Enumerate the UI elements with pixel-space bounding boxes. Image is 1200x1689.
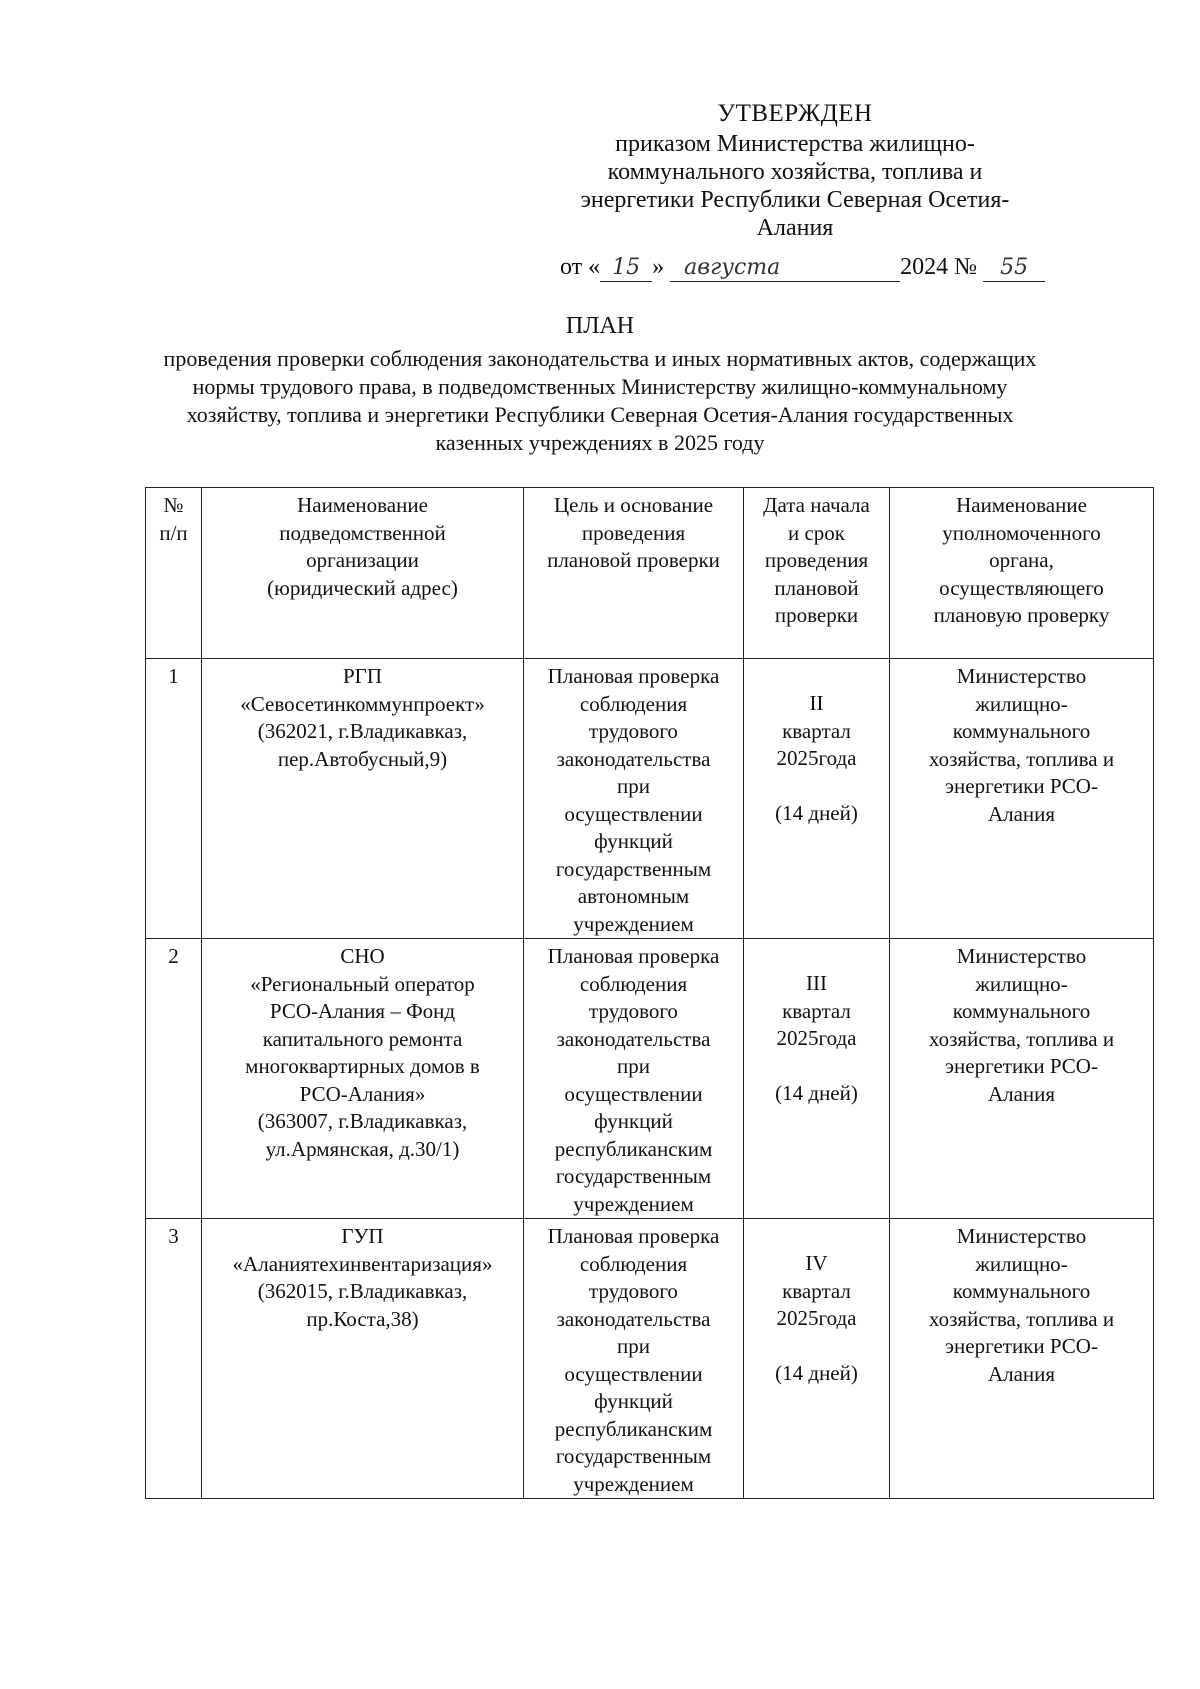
authority-line: жилищно- [975, 971, 1068, 996]
header-line: проведения [581, 520, 686, 545]
row-number: 3 [146, 1219, 202, 1499]
date-spacer [748, 943, 885, 970]
inspection-plan-table [145, 487, 1154, 1499]
table-header-row [146, 488, 1154, 659]
date-year: 2025года [776, 1026, 857, 1050]
authority-line: хозяйства, топлива и [928, 746, 1115, 771]
purpose-line: трудового [589, 1279, 678, 1303]
header-line: организации [306, 548, 419, 572]
date-quarter: III [806, 971, 827, 995]
organization-line: «Аланиятехинвентаризация» [232, 1251, 493, 1276]
date-spacer [748, 1053, 885, 1080]
header-line: плановой [774, 575, 859, 600]
organization-line: (362015, г.Владикавказ, [257, 1279, 468, 1303]
authority-line: энергетики РСО- [945, 1054, 1098, 1078]
order-month-handwritten: августа [670, 255, 900, 282]
header-line: Наименование [956, 493, 1087, 517]
authority-line: хозяйства, топлива и [928, 1306, 1115, 1331]
organization-cell [202, 1219, 524, 1499]
purpose-line: государственным [555, 1444, 712, 1468]
authority-line: коммунального [952, 999, 1091, 1023]
plan-subtitle [130, 345, 1070, 457]
organization-line: многоквартирных домов в [245, 1054, 480, 1078]
date-period: квартал [782, 998, 851, 1023]
header-line: проверки [774, 603, 859, 627]
purpose-line: Плановая проверка [547, 664, 720, 688]
authority-line: коммунального [952, 719, 1091, 743]
order-day-handwritten: 15 [600, 255, 652, 282]
authority-line: Министерство [956, 664, 1087, 688]
date-spacer [748, 663, 885, 690]
header-line: п/п [159, 520, 188, 545]
purpose-line: функций [594, 1109, 673, 1133]
date-spacer [748, 773, 885, 800]
organization-line: ГУП [341, 1224, 384, 1248]
date-period: квартал [782, 1278, 851, 1303]
purpose-line: республиканским [554, 1136, 713, 1161]
organization-line: пер.Автобусный,9) [277, 746, 448, 771]
purpose-line: осуществлении [564, 801, 703, 826]
plan-subtitle-line: казенных учреждениях в 2025 году [435, 430, 765, 455]
purpose-cell [524, 939, 744, 1219]
authority-line: Министерство [956, 944, 1087, 968]
date-spacer [748, 1333, 885, 1360]
purpose-line: учреждением [573, 1471, 694, 1496]
purpose-line: законодательства [556, 1026, 711, 1051]
authority-cell [890, 1219, 1154, 1499]
header-line: Наименование [297, 493, 428, 517]
order-year: 2024 № [900, 254, 978, 280]
header-line: Дата начала [763, 493, 870, 517]
purpose-line: Плановая проверка [547, 944, 720, 968]
table-row [146, 1219, 1154, 1499]
date-cell [744, 659, 890, 939]
authority-line: хозяйства, топлива и [928, 1026, 1115, 1051]
purpose-cell [524, 659, 744, 939]
header-line: осуществляющего [939, 575, 1104, 600]
date-cell [744, 939, 890, 1219]
approval-title: УТВЕРЖДЕН [717, 100, 873, 127]
purpose-line: учреждением [573, 1191, 694, 1216]
date-period: квартал [782, 718, 851, 743]
purpose-line: трудового [589, 999, 678, 1023]
header-purpose [524, 488, 744, 659]
purpose-line: законодательства [556, 1306, 711, 1331]
header-line: (юридический адрес) [267, 575, 458, 600]
purpose-line: осуществлении [564, 1361, 703, 1386]
organization-cell [202, 939, 524, 1219]
approval-line: коммунального хозяйства, топлива и [607, 159, 983, 185]
header-date [744, 488, 890, 659]
organization-cell [202, 659, 524, 939]
organization-line: (363007, г.Владикавказ, [257, 1109, 468, 1133]
organization-line: «Региональный оператор [250, 971, 475, 996]
organization-line: капитального ремонта [262, 1026, 463, 1051]
row-number: 1 [146, 659, 202, 939]
order-date-number [560, 252, 1040, 282]
order-number-handwritten: 55 [983, 255, 1045, 282]
header-organization [202, 488, 524, 659]
table-row [146, 659, 1154, 939]
authority-line: Алания [987, 1081, 1056, 1106]
purpose-cell [524, 1219, 744, 1499]
plan-title: ПЛАН [565, 313, 635, 339]
purpose-line: законодательства [556, 746, 711, 771]
date-quarter: II [809, 691, 824, 715]
organization-line: (362021, г.Владикавказ, [257, 719, 468, 743]
purpose-line: автономным [577, 884, 690, 908]
header-line: плановой проверки [547, 548, 720, 572]
header-line: Цель и основание [553, 493, 714, 517]
header-line: проведения [764, 548, 869, 572]
date-duration: (14 дней) [775, 1080, 858, 1105]
date-year: 2025года [776, 1306, 857, 1330]
table-body [146, 659, 1154, 1499]
date-cell [744, 1219, 890, 1499]
authority-line: энергетики РСО- [945, 774, 1098, 798]
purpose-line: государственным [555, 856, 712, 881]
authority-line: коммунального [952, 1279, 1091, 1303]
date-spacer [748, 1223, 885, 1250]
authority-line: Министерство [956, 1224, 1087, 1248]
header-line: плановую проверку [933, 603, 1110, 627]
authority-line: энергетики РСО- [945, 1334, 1098, 1358]
date-quarter: IV [805, 1251, 828, 1275]
row-number: 2 [146, 939, 202, 1219]
header-line: органа, [989, 548, 1054, 572]
organization-line: РСО-Алания – Фонд [269, 999, 456, 1023]
plan-subtitle-line: хозяйству, топлива и энергетики Республики Северная Осетия-Алания государственных [186, 402, 1014, 427]
header-line: и срок [787, 520, 845, 545]
approval-line: энергетики Республики Северная Осетия- [580, 187, 1010, 213]
organization-line: ул.Армянская, д.30/1) [265, 1136, 460, 1161]
header-line: уполномоченного [942, 520, 1101, 545]
header-authority [890, 488, 1154, 659]
purpose-line: учреждением [573, 911, 694, 936]
purpose-line: функций [594, 1389, 673, 1413]
organization-line: РГП [343, 664, 382, 688]
authority-cell [890, 939, 1154, 1219]
date-duration: (14 дней) [775, 1360, 858, 1385]
organization-line: РСО-Алания» [299, 1081, 426, 1106]
purpose-line: трудового [589, 719, 678, 743]
header-number [146, 488, 202, 659]
purpose-line: соблюдения [579, 1251, 688, 1276]
header-line: № [163, 493, 184, 517]
plan-subtitle-line: нормы трудового права, в подведомственных Министерству жилищно-коммунальному [192, 374, 1008, 399]
purpose-line: соблюдения [579, 971, 688, 996]
purpose-line: при [617, 1334, 650, 1358]
table-row [146, 939, 1154, 1219]
purpose-line: при [617, 774, 650, 798]
date-year: 2025года [776, 746, 857, 770]
organization-line: СНО [340, 944, 385, 968]
approval-block [560, 100, 1030, 242]
purpose-line: при [617, 1054, 650, 1078]
organization-line: пр.Коста,38) [306, 1306, 419, 1331]
purpose-line: осуществлении [564, 1081, 703, 1106]
order-prefix: от « [560, 254, 601, 280]
approval-line: Алания [756, 215, 834, 241]
order-mid: » [652, 254, 665, 280]
approval-line: приказом Министерства жилищно- [615, 131, 975, 157]
purpose-line: соблюдения [579, 691, 688, 716]
purpose-line: республиканским [554, 1416, 713, 1441]
authority-line: жилищно- [975, 1251, 1068, 1276]
plan-subtitle-line: проведения проверки соблюдения законодательства и иных нормативных актов, содержащих [163, 346, 1037, 371]
authority-line: Алания [987, 801, 1056, 826]
authority-line: жилищно- [975, 691, 1068, 716]
organization-line: «Севосетинкоммунпроект» [240, 691, 485, 716]
purpose-line: функций [594, 829, 673, 853]
authority-cell [890, 659, 1154, 939]
purpose-line: Плановая проверка [547, 1224, 720, 1248]
header-line: подведомственной [279, 520, 446, 545]
date-duration: (14 дней) [775, 800, 858, 825]
purpose-line: государственным [555, 1164, 712, 1188]
authority-line: Алания [987, 1361, 1056, 1386]
